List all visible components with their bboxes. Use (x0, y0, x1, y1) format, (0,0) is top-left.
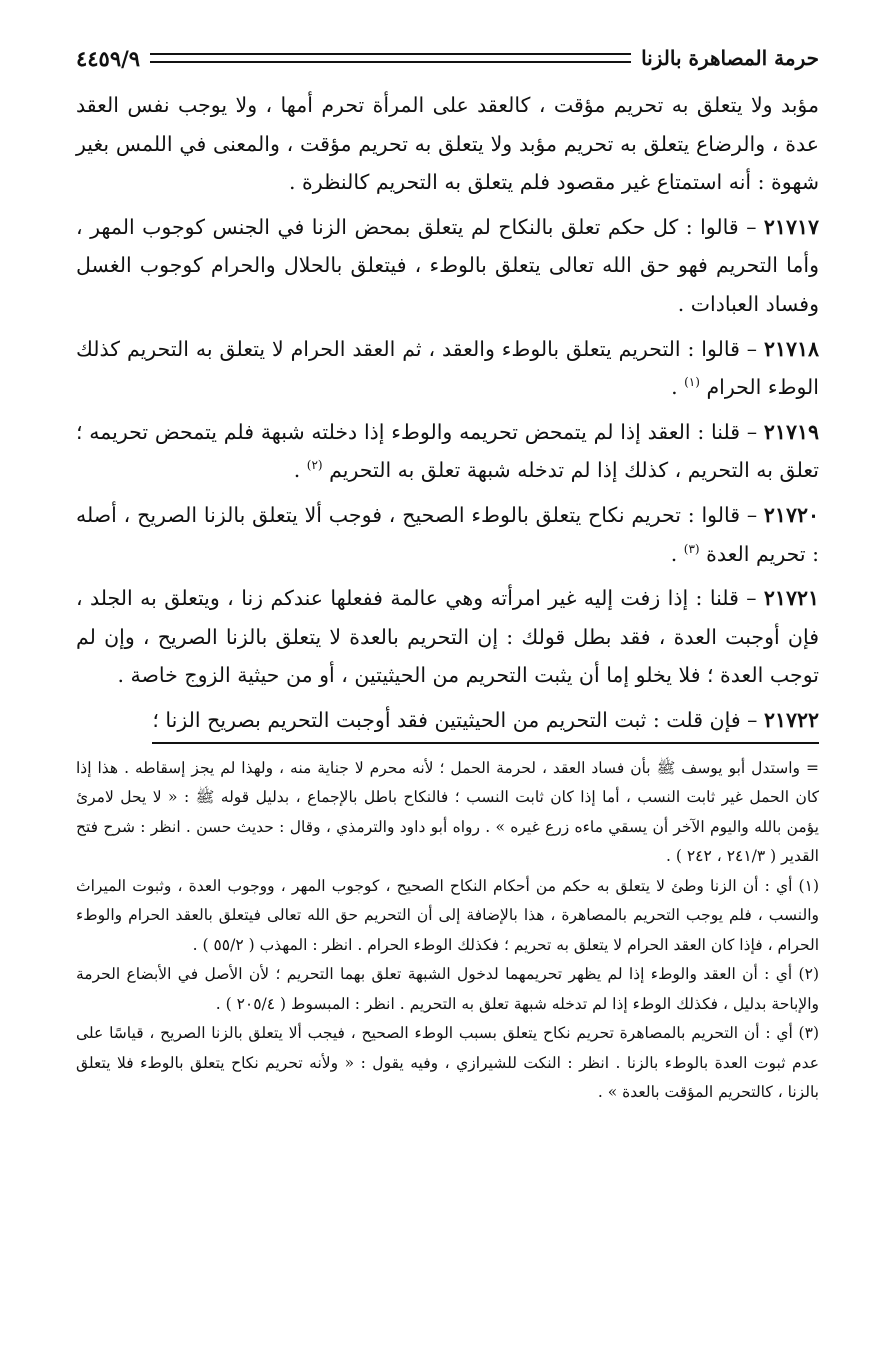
footnotes (76, 754, 819, 1108)
running-title: حرمة المصاهرة بالزنا (641, 46, 819, 70)
paragraph-number: ٢١٧٢١ (763, 586, 819, 611)
footnote-ref-2: (٢) (306, 458, 323, 473)
paragraph-text: قلنا : العقد إذا لم يتمحض تحريمه والوطء إذا دخلته شبهة فلم يتمحض تحريمه ؛ تعلق به التحريم ، كذلك إذا لم تدخله شبهة تعلق به التحريم (76, 419, 819, 483)
footnote-separator-line: ٢١٧٢٢ – فإن قلت : ثبت التحريم من الحيثيتين فقد أوجبت التحريم بصريح الزنا ؛ (152, 701, 819, 744)
paragraph-number: ٢١٧٢٠ (763, 502, 819, 527)
paragraph-number: ٢١٧١٨ (763, 336, 819, 361)
paragraph-number: ٢١٧١٧ (763, 214, 819, 239)
paragraph-21717: ٢١٧١٧ – قالوا : كل حكم تعلق بالنكاح لم يتعلق بمحض الزنا في الجنس كوجوب المهر ، وأما التحريم فهو حق الله تعالى يتعلق بالوطء ، فيتعلق بالحلال والحرام كوجوب الغسل وفساد العبادات . (76, 214, 819, 316)
main-text (76, 86, 819, 744)
paragraph-text: قالوا : تحريم نكاح يتعلق بالوطء الصحيح ، فوجب ألا يتعلق بالزنا الصريح ، أصله : تحريم العدة (76, 502, 819, 566)
paragraph-text: قالوا : كل حكم تعلق بالنكاح لم يتعلق بمحض الزنا في الجنس كوجوب المهر ، وأما التحريم فهو حق الله تعالى يتعلق بالوطء ، فيتعلق بالحلال والحرام كوجوب الغسل وفساد العبادات . (76, 214, 819, 316)
page-number: ٤٤٥٩/٩ (76, 45, 141, 71)
paragraph-text: قالوا : التحريم يتعلق بالوطء والعقد ، ثم العقد الحرام لا يتعلق به التحريم كذلك الوطء الحرام (76, 336, 819, 400)
footnote-1: (١) أي : أن الزنا وطئ لا يتعلق به حكم من أحكام النكاح الصحيح ، كوجوب المهر ، ووجوب العدة ، وثبوت الميراث والنسب ، فلم يوجب التحريم بالمصاهرة ، هذا بالإضافة إلى أن التحريم حق الله تعالى فيتعلق بالعقد الحرام والوطء الحرام ، فإذا كان العقد الحرام لا يتعلق به تحريم ؛ فكذلك الوطء الحرام . انظر : المهذب ( ٥٥/٢ ) . (76, 876, 819, 954)
paragraph-21720: ٢١٧٢٠ – قالوا : تحريم نكاح يتعلق بالوطء الصحيح ، فوجب ألا يتعلق بالزنا الصريح ، أصله : تحريم العدة $^{(٣)}$ . (76, 502, 819, 566)
paragraph-21721: ٢١٧٢١ – قلنا : إذا زفت إليه غير امرأته وهي عالمة ففعلها عندكم زنا ، ويتعلق به الجلد ، فإن أوجبت العدة ، فقد بطل قولك : إن التحريم بالعدة لا يتعلق بالزنا الصريح ، وإن لم توجب العدة ؛ فلا يخلو إما أن يثبت التحريم من الحيثيتين ، أو من حيثية الزوج خاصة . (76, 586, 819, 688)
footnote-ref-1: (١) (684, 375, 700, 390)
paragraph-21718: ٢١٧١٨ – قالوا : التحريم يتعلق بالوطء والعقد ، ثم العقد الحرام لا يتعلق به التحريم كذلك الوطء الحرام $^{(١)}$ . (76, 336, 819, 400)
paragraph-21722 (76, 701, 819, 744)
page-header (76, 40, 819, 76)
paragraph-21719: ٢١٧١٩ – قلنا : العقد إذا لم يتمحض تحريمه والوطء إذا دخلته شبهة فلم يتمحض تحريمه ؛ تعلق به التحريم ، كذلك إذا لم تدخله شبهة تعلق به التحريم $^{(٢)}$ . (76, 419, 819, 483)
paragraph-text: مؤبد ولا يتعلق به تحريم مؤقت ، كالعقد على المرأة تحرم أمها ، ولا يوجب نفس العقد عدة ، والرضاع يتعلق به تحريم مؤبد ولا يتعلق به تحريم مؤقت ، والمعنى في اللمس بغير شهوة : أنه استمتاع غير مقصود فلم يتعلق به التحريم كالنظرة . (76, 93, 819, 195)
footnote-3: (٣) أي : أن التحريم بالمصاهرة تحريم نكاح يتعلق بسبب الوطء الصحيح ، فيجب ألا يتعلق بالزنا الصريح ، قياسًا على عدم ثبوت العدة بالوطء بالزنا . انظر : النكت للشيرازي ، وفيه يقول : « ولأنه تحريم نكاح يتعلق بالوطء فلا يتعلق بالزنا ، كالتحريم المؤقت بالعدة » . (76, 1024, 819, 1101)
paragraph-text: قلنا : إذا زفت إليه غير امرأته وهي عالمة ففعلها عندكم زنا ، ويتعلق به الجلد ، فإن أوجبت العدة ، فقد بطل قولك : إن التحريم بالعدة لا يتعلق بالزنا الصريح ، وإن لم توجب العدة ؛ فلا يخلو إما أن يثبت التحريم من الحيثيتين ، أو من حيثية الزوج خاصة . (76, 586, 819, 688)
paragraph-text: فإن قلت : ثبت التحريم من الحيثيتين فقد أوجبت التحريم بصريح الزنا ؛ (152, 707, 741, 732)
paragraph-number: ٢١٧٢٢ (763, 707, 819, 732)
footnote-continuation: = واستدل أبو يوسف ﷺ بأن فساد العقد ، لحرمة الحمل ؛ لأنه محرم لا جناية منه ، ولهذا لم يجز إسقاطه . هذا إذا كان الحمل غير ثابت النسب ، أما إذا كان ثابت النسب ؛ فالنكاح باطل بالإجماع ، بدليل قوله ﷺ : « لا يحل لامرئ يؤمن بالله واليوم الآخر أن يسقي ماءه زرع غيره » . رواه أبو داود والترمذي ، وقال : حديث حسن . انظر : شرح فتح القدير ( ٢٤١/٣ ، ٢٤٢ ) . (76, 758, 819, 865)
footnote-ref-3: (٣) (683, 541, 700, 556)
header-rule (150, 53, 631, 63)
paragraph-number: ٢١٧١٩ (763, 419, 819, 444)
footnote-2: (٢) أي : أن العقد والوطء إذا لم يظهر تحريمهما لدخول الشبهة تعلق بهما التحريم ؛ لأن الأصل في الأبضاع الحرمة والإباحة بدليل ، فكذلك الوطء إذا لم تدخله شبهة تعلق به التحريم . انظر : المبسوط ( ٢٠٥/٤ ) . (76, 965, 819, 1013)
paragraph-continuation (76, 86, 819, 202)
